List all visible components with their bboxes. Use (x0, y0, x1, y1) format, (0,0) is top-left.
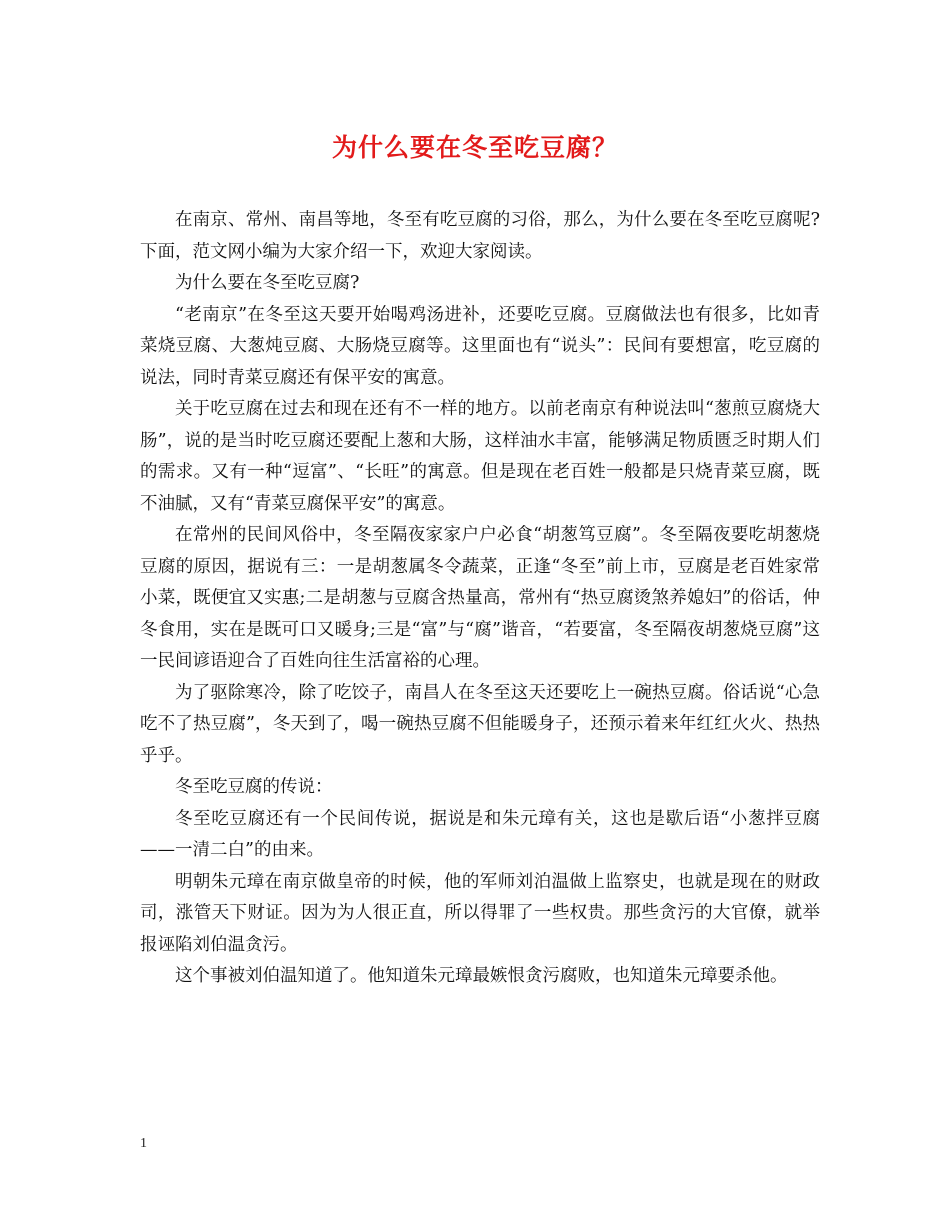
paragraph: 冬至吃豆腐还有一个民间传说，据说是和朱元璋有关，这也是歇后语“小葱拌豆腐——一清二白”的由来。 (140, 808, 820, 860)
paragraph: 关于吃豆腐在过去和现在还有不一样的地方。以前老南京有种说法叫“葱煎豆腐烧大肠”，说的是当时吃豆腐还要配上葱和大肠，这样油水丰富，能够满足物质匮乏时期人们的需求。又有一种“逗富”、“长旺”的寓意。但是现在老百姓一般都是只烧青菜豆腐，既不油腻，又有“青菜豆腐保平安”的寓意。 (140, 399, 820, 514)
page-number: 1 (140, 1136, 147, 1151)
paragraph: 在南京、常州、南昌等地，冬至有吃豆腐的习俗，那么，为什么要在冬至吃豆腐呢?下面，范文网小编为大家介绍一下，欢迎大家阅读。 (140, 210, 820, 262)
paragraph: 冬至吃豆腐的传说： (175, 777, 333, 797)
paragraph: 明朝朱元璋在南京做皇帝的时候，他的军师刘泊温做上监察史，也就是现在的财政司，涨管天下财证。因为为人很正直，所以得罪了一些权贵。那些贪污的大官僚，就举报诬陷刘伯温贪污。 (140, 871, 820, 955)
paragraph: 为什么要在冬至吃豆腐? (175, 273, 360, 293)
paragraph: 为了驱除寒冷，除了吃饺子，南昌人在冬至这天还要吃上一碗热豆腐。俗话说“心急吃不了热豆腐”，冬天到了，喝一碗热豆腐不但能暖身子，还预示着来年红红火火、热热乎乎。 (140, 682, 820, 766)
document-body (140, 205, 820, 993)
document-title: 为什么要在冬至吃豆腐？ (331, 133, 618, 162)
paragraph: “老南京”在冬至这天要开始喝鸡汤进补，还要吃豆腐。豆腐做法也有很多，比如青菜烧豆腐、大葱炖豆腐、大肠烧豆腐等。这里面也有“说头”：民间有要想富，吃豆腐的说法，同时青菜豆腐还有保平安的寓意。 (140, 304, 820, 388)
paragraph: 这个事被刘伯温知道了。他知道朱元璋最嫉恨贪污腐败，也知道朱元璋要杀他。 (175, 966, 788, 986)
paragraph: 在常州的民间风俗中，冬至隔夜家家户户必食“胡葱笃豆腐”。冬至隔夜要吃胡葱烧豆腐的原因，据说有三：一是胡葱属冬令蔬菜，正逢“冬至”前上市，豆腐是老百姓家常小菜，既便宜又实惠;二是胡葱与豆腐含热量高，常州有“热豆腐烫煞养媳妇”的俗话，仲冬食用，实在是既可口又暖身;三是“富”与“腐”谐音，“若要富，冬至隔夜胡葱烧豆腐”这一民间谚语迎合了百姓向往生活富裕的心理。 (140, 525, 820, 671)
